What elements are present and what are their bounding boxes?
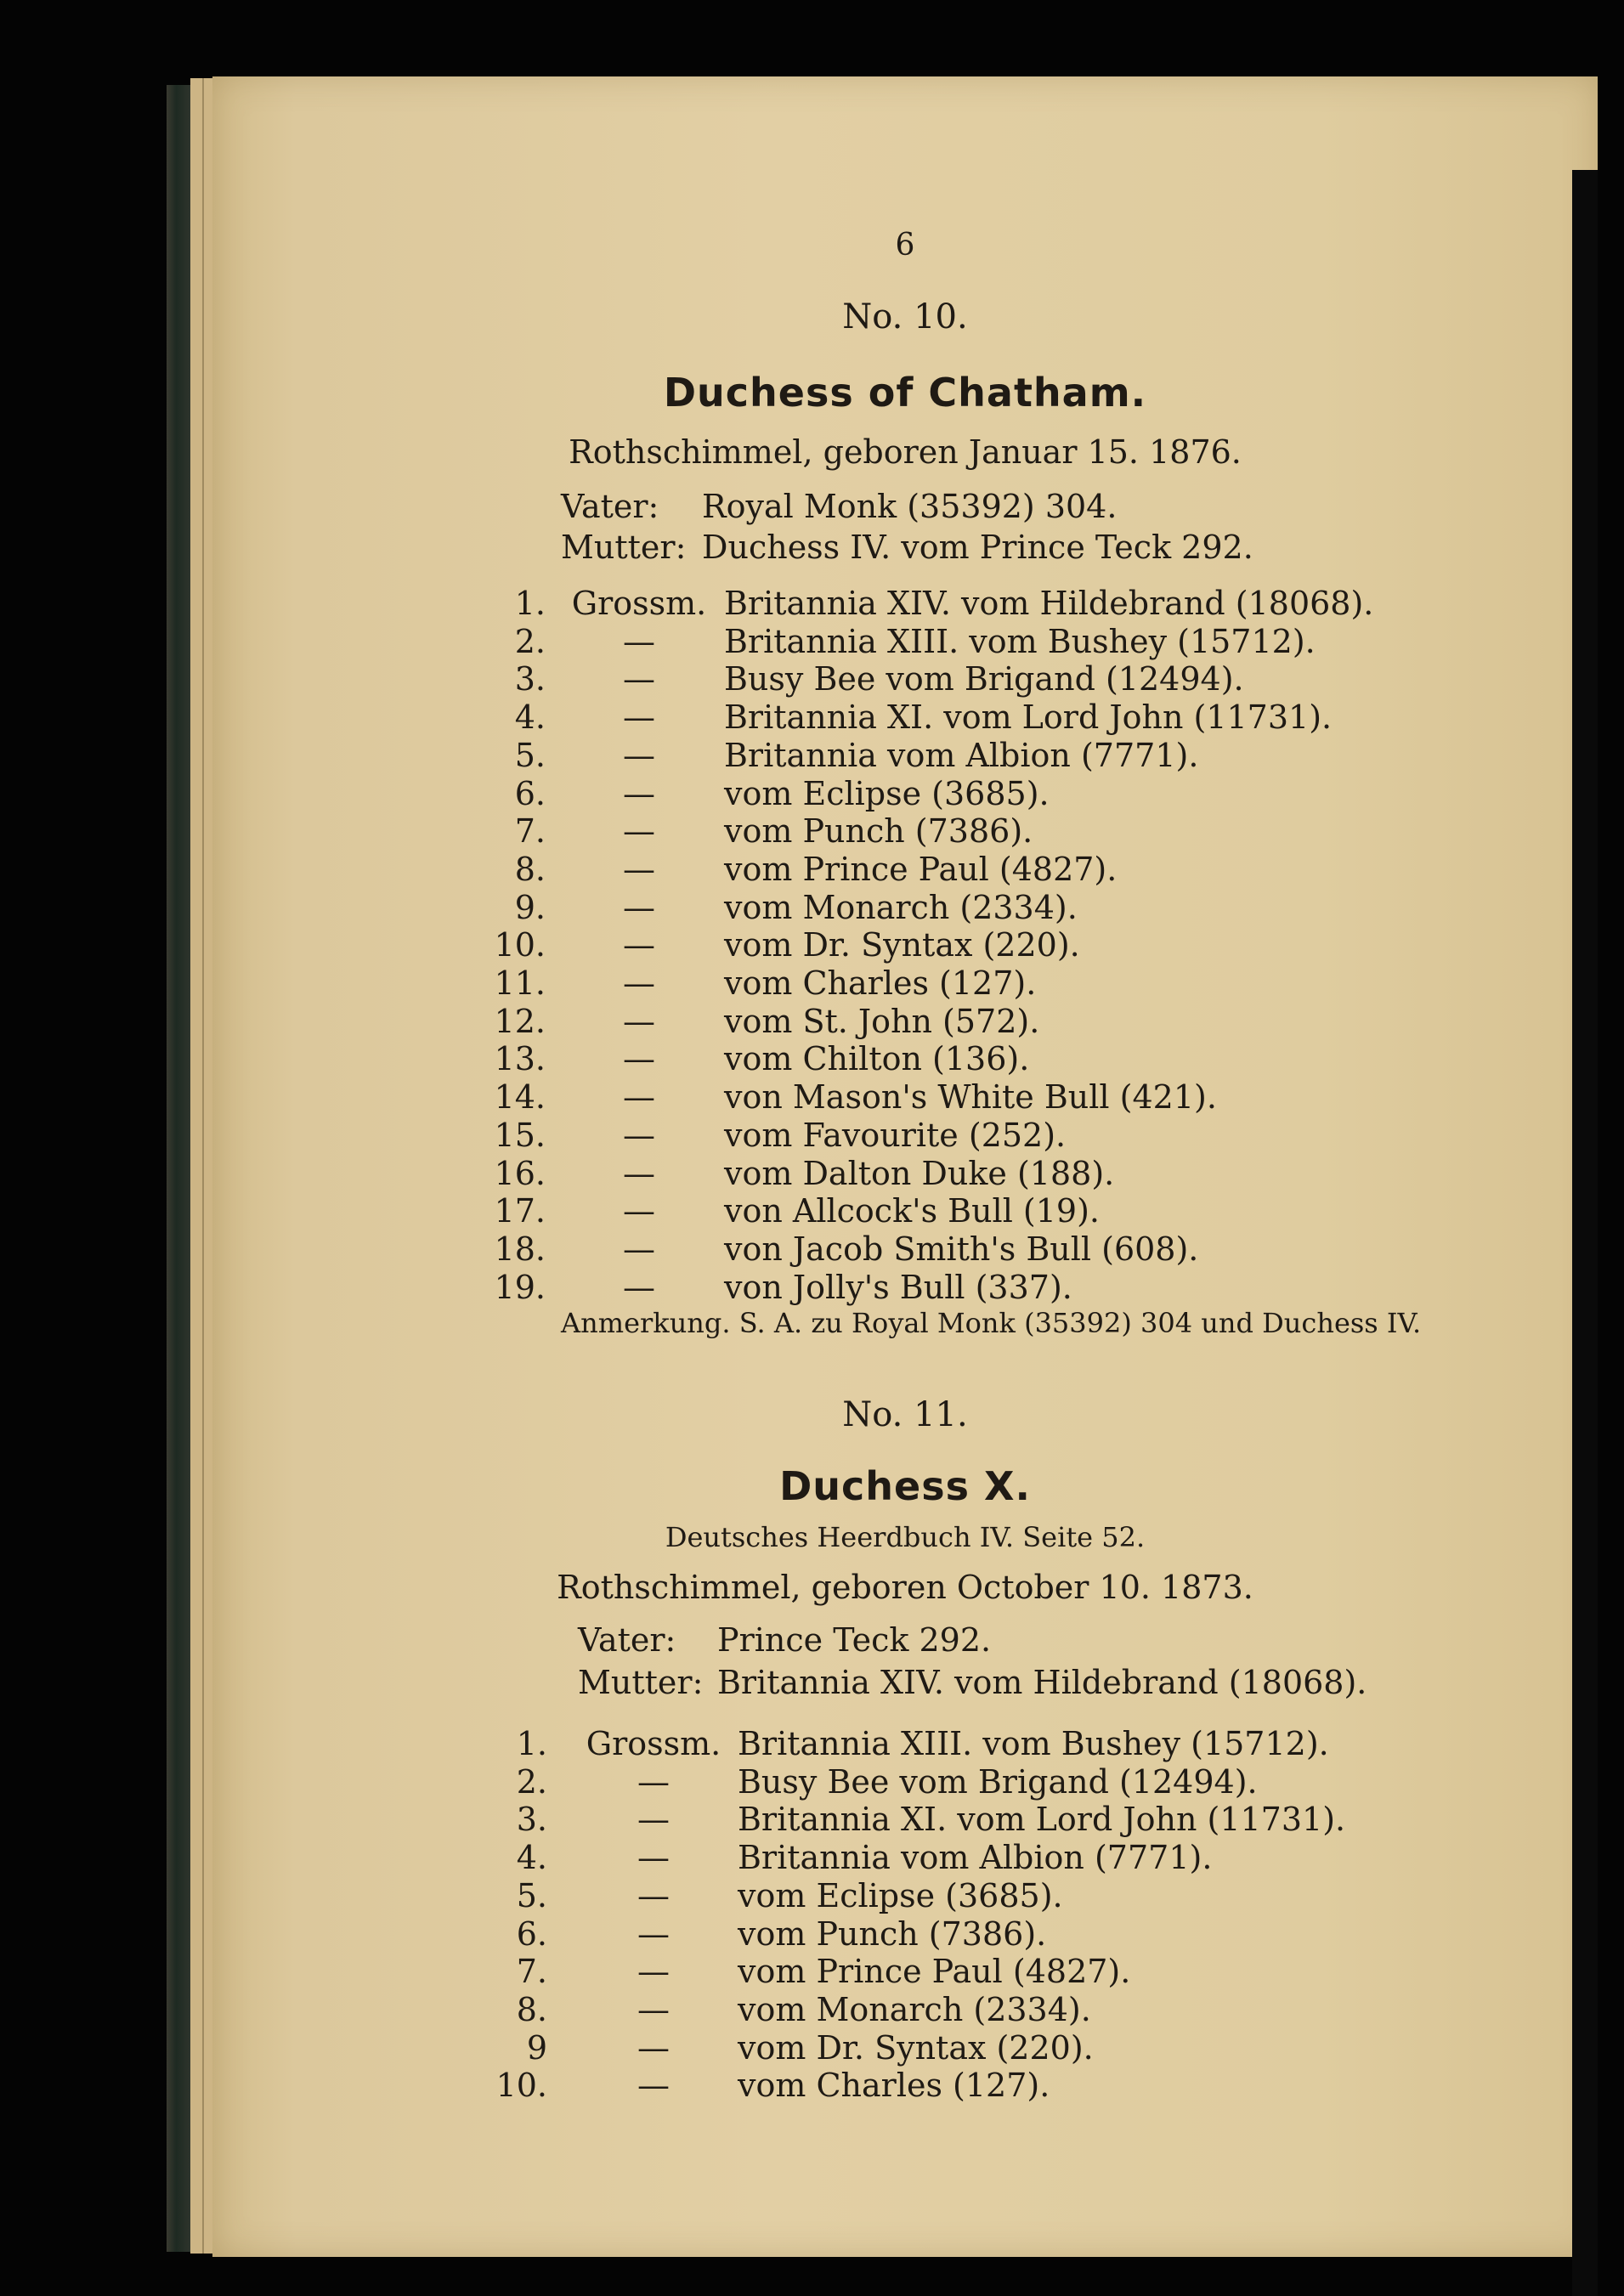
entry-number: No. 10.	[842, 297, 968, 336]
relation-label: —	[637, 2067, 670, 2105]
relation-label: —	[623, 1040, 655, 1078]
grandmother-row	[0, 1269, 1615, 1306]
relation-label: —	[623, 1268, 655, 1306]
row-number: 4.	[516, 1839, 547, 1877]
ancestor-name: Britannia vom Albion (7771).	[724, 736, 1199, 774]
row-number: 17.	[494, 1192, 546, 1230]
grandmother-row	[0, 1230, 1615, 1268]
ancestor-name: von Jacob Smith's Bull (608).	[724, 1230, 1199, 1268]
row-number: 1.	[516, 1725, 547, 1762]
father-value: Royal Monk (35392) 304.	[702, 488, 1118, 525]
ancestor-name: vom Punch (7386).	[738, 1914, 1047, 1953]
ancestor-name: vom Charles (127).	[738, 2067, 1050, 2105]
ancestor-name: Britannia XI. vom Lord John (11731).	[738, 1801, 1346, 1839]
relation-label: —	[623, 888, 655, 926]
grandmother-row	[0, 1040, 1615, 1077]
row-number: 2.	[514, 622, 546, 660]
ancestor-name: vom Charles (127).	[724, 964, 1037, 1002]
entry-description: Rothschimmel, geboren October 10. 1873.	[557, 1569, 1253, 1606]
grandmother-row	[0, 1078, 1615, 1116]
grandmother-row	[0, 1763, 1615, 1801]
relation-label: —	[623, 622, 655, 660]
ancestor-name: von Jolly's Bull (337).	[724, 1268, 1072, 1306]
ancestor-name: Britannia XIII. vom Bushey (15712).	[738, 1725, 1329, 1762]
relation-label: Grossm.	[571, 585, 707, 622]
ancestor-name: von Allcock's Bull (19).	[724, 1192, 1101, 1230]
relation-label: —	[637, 1914, 670, 1953]
page-number: 6	[895, 228, 915, 263]
ancestor-name: vom Monarch (2334).	[738, 1990, 1091, 2028]
grandmother-row	[0, 964, 1615, 1002]
grandmother-row	[0, 1192, 1615, 1230]
father-label: Vater:	[578, 1621, 676, 1659]
ancestor-name: vom Prince Paul (4827).	[724, 850, 1118, 888]
grandmother-row	[0, 1003, 1615, 1040]
ancestor-name: vom St. John (572).	[724, 1002, 1040, 1040]
row-number: 12.	[494, 1002, 546, 1040]
grandmother-row	[0, 585, 1615, 622]
father-value: Prince Teck 292.	[717, 1621, 992, 1659]
ancestor-name: vom Prince Paul (4827).	[738, 1953, 1131, 1991]
ancestor-name: vom Eclipse (3685).	[724, 774, 1050, 812]
relation-label: —	[623, 926, 655, 964]
relation-label: —	[637, 2028, 670, 2067]
row-number: 7.	[516, 1953, 547, 1991]
mother-value: Britannia XIV. vom Hildebrand (18068).	[717, 1664, 1367, 1701]
grandmother-row	[0, 926, 1615, 964]
row-number: 6.	[514, 774, 546, 812]
row-number: 8.	[516, 1990, 547, 2028]
relation-label: —	[623, 1116, 655, 1154]
mother-value: Duchess IV. vom Prince Teck 292.	[702, 529, 1253, 566]
row-number: 4.	[514, 698, 546, 737]
mother-label: Mutter:	[578, 1664, 704, 1701]
father-label: Vater:	[561, 488, 659, 525]
relation-label: —	[623, 1230, 655, 1268]
row-number: 3.	[516, 1801, 547, 1839]
ancestor-name: vom Monarch (2334).	[724, 888, 1078, 926]
ancestor-name: vom Eclipse (3685).	[738, 1876, 1063, 1914]
row-number: 2.	[516, 1762, 547, 1801]
row-number: 6.	[516, 1914, 547, 1953]
grandmother-row	[0, 1725, 1615, 1762]
relation-label: —	[623, 660, 655, 698]
row-number: 8.	[514, 850, 546, 888]
herdbook-reference: Deutsches Heerdbuch IV. Seite 52.	[665, 1521, 1146, 1553]
relation-label: —	[623, 850, 655, 888]
row-number: 10.	[494, 926, 546, 964]
grandmother-row	[0, 737, 1615, 774]
entry-title: Duchess X.	[779, 1463, 1031, 1509]
relation-label: —	[637, 1762, 670, 1801]
row-number: 1.	[514, 585, 546, 622]
ancestor-name: vom Dr. Syntax (220).	[724, 926, 1080, 964]
ancestor-name: Britannia XIV. vom Hildebrand (18068).	[724, 585, 1374, 622]
relation-label: —	[623, 1154, 655, 1192]
grandmother-row	[0, 2029, 1615, 2067]
relation-label: —	[637, 1801, 670, 1839]
row-number: 19.	[494, 1268, 546, 1306]
relation-label: —	[623, 736, 655, 774]
relation-label: —	[637, 1839, 670, 1877]
row-number: 15.	[494, 1116, 546, 1154]
row-number: 16.	[494, 1154, 546, 1192]
grandmother-row	[0, 698, 1615, 736]
relation-label: —	[623, 698, 655, 737]
ancestor-name: vom Dalton Duke (188).	[724, 1154, 1115, 1192]
ancestor-name: vom Punch (7386).	[724, 812, 1033, 851]
row-number: 13.	[494, 1040, 546, 1078]
entry-description: Rothschimmel, geboren Januar 15. 1876.	[569, 433, 1242, 471]
relation-label: —	[623, 1002, 655, 1040]
grandmother-row	[0, 1839, 1615, 1876]
entry-note: Anmerkung. S. A. zu Royal Monk (35392) 304 und Duchess IV.	[561, 1307, 1422, 1339]
grandmother-row	[0, 812, 1615, 850]
ancestor-name: Britannia XI. vom Lord John (11731).	[724, 698, 1333, 737]
mother-label: Mutter:	[561, 529, 687, 566]
grandmother-row	[0, 1915, 1615, 1953]
ancestor-name: vom Favourite (252).	[724, 1116, 1067, 1154]
ancestor-name: Busy Bee vom Brigand (12494).	[724, 660, 1244, 698]
relation-label: —	[637, 1876, 670, 1914]
grandmother-row	[0, 660, 1615, 698]
ancestor-name: von Mason's White Bull (421).	[724, 1078, 1217, 1117]
grandmother-row	[0, 851, 1615, 888]
ancestor-name: vom Dr. Syntax (220).	[738, 2028, 1094, 2067]
relation-label: —	[637, 1953, 670, 1991]
row-number: 10.	[495, 2067, 547, 2105]
ancestor-name: vom Chilton (136).	[724, 1040, 1030, 1078]
grandmother-row	[0, 1991, 1615, 2028]
row-number: 14.	[494, 1078, 546, 1117]
entry-title: Duchess of Chatham.	[663, 370, 1147, 416]
ancestor-name: Britannia vom Albion (7771).	[738, 1839, 1213, 1877]
row-number: 11.	[494, 964, 546, 1002]
grandmother-row	[0, 1953, 1615, 1990]
relation-label: —	[623, 812, 655, 851]
relation-label: —	[623, 1192, 655, 1230]
row-number: 9	[526, 2028, 547, 2067]
row-number: 5.	[514, 736, 546, 774]
grandmother-row	[0, 623, 1615, 660]
grandmother-row	[0, 1155, 1615, 1192]
relation-label: Grossm.	[586, 1725, 721, 1762]
ancestor-name: Britannia XIII. vom Bushey (15712).	[724, 622, 1316, 660]
relation-label: —	[637, 1990, 670, 2028]
relation-label: —	[623, 1078, 655, 1117]
grandmother-row	[0, 1117, 1615, 1154]
grandmother-row	[0, 2067, 1615, 2104]
row-number: 9.	[514, 888, 546, 926]
relation-label: —	[623, 964, 655, 1002]
grandmother-row	[0, 1877, 1615, 1914]
grandmother-row	[0, 775, 1615, 812]
ancestor-name: Busy Bee vom Brigand (12494).	[738, 1762, 1258, 1801]
row-number: 5.	[516, 1876, 547, 1914]
row-number: 18.	[494, 1230, 546, 1268]
relation-label: —	[623, 774, 655, 812]
grandmother-row	[0, 1801, 1615, 1838]
grandmother-row	[0, 889, 1615, 926]
row-number: 3.	[514, 660, 546, 698]
row-number: 7.	[514, 812, 546, 851]
entry-number: No. 11.	[842, 1395, 968, 1434]
